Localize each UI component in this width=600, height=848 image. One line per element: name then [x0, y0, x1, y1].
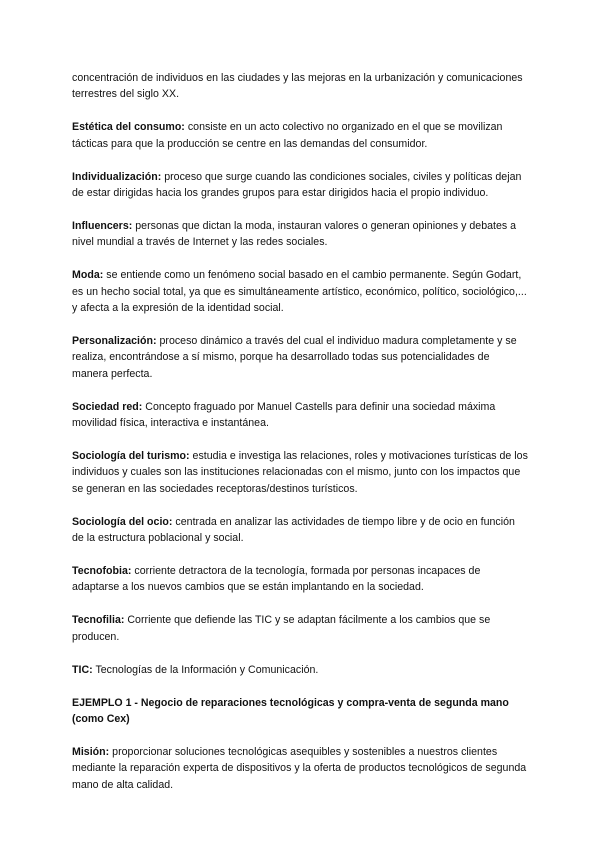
- continuation-paragraph: concentración de individuos en las ciudades y las mejoras en la urbanización y comunicaciones terrestres del siglo XX.: [72, 72, 523, 101]
- entry-definition: estudia e investiga las relaciones, roles y motivaciones turísticas de los individuos y cuales son las instituciones relacionadas con el mismo, junto con los impactos que se generan en las sociedades receptoras/destinos turísticos.: [72, 450, 528, 495]
- entry-definition: proceso dinámico a través del cual el individuo madura completamente y se realiza, encontrándose a sí mismo, porque ha desarrollado todas sus potencialidades de manera perfecta.: [72, 334, 517, 380]
- entry-definition: se entiende como un fenómeno social basado en el cambio permanente. Según Godart, es un hecho social total, ya que es simultáneamente artístico, económico, político, sociológico,... y afecta a la expresión de la identidad social.: [72, 269, 527, 315]
- mission-definition: proporcionar soluciones tecnológicas asequibles y sostenibles a nuestros clientes mediante la reparación experta de dispositivos y la oferta de productos tecnológicos de segunda mano de alta calidad.: [72, 745, 527, 791]
- entry-term: Sociología del turismo:: [72, 450, 190, 462]
- entry-term: Estética del consumo:: [72, 121, 185, 134]
- entry-term: Sociedad red:: [72, 400, 143, 413]
- glossary-entry: [72, 612, 528, 645]
- entry-term: Influencers:: [72, 219, 133, 232]
- entry-term: Individualización:: [72, 170, 162, 183]
- glossary-entry: [72, 563, 528, 596]
- entry-term: Moda:: [72, 269, 104, 282]
- glossary-entry: [72, 119, 528, 152]
- mission-paragraph: [72, 744, 528, 793]
- glossary-entry: [72, 399, 528, 432]
- entry-term: Tecnofobia:: [72, 565, 132, 578]
- entry-term: TIC:: [72, 663, 93, 676]
- entry-definition: Concepto fraguado por Manuel Castells para definir una sociedad máxima movilidad física, interactiva e instantánea.: [72, 400, 496, 430]
- entry-definition: personas que dictan la moda, instauran valores o generan opiniones y debates a nivel mundial a través de Internet y las redes sociales.: [72, 219, 517, 249]
- glossary-entry: [72, 448, 528, 497]
- entry-definition: corriente detractora de la tecnología, formada por personas incapaces de adaptarse a los nuevos cambios que se están implantando en la sociedad.: [72, 565, 481, 594]
- glossary-entry: [72, 333, 528, 382]
- entry-definition: Tecnologías de la Información y Comunicación.: [92, 663, 319, 676]
- entry-definition: consiste en un acto colectivo no organizado en el que se movilizan tácticas para que la producción se centre en las demandas del consumidor.: [72, 121, 503, 150]
- entry-definition: centrada en analizar las actividades de tiempo libre y de ocio en función de la estructura poblacional y social.: [72, 515, 515, 545]
- entry-definition: Corriente que defiende las TIC y se adaptan fácilmente a los cambios que se producen.: [72, 614, 491, 643]
- glossary-entry: [72, 662, 528, 678]
- entry-term: Sociología del ocio:: [72, 515, 173, 528]
- entry-term: Tecnofilia:: [72, 614, 125, 627]
- glossary-entry: [72, 267, 528, 316]
- glossary-entry: [72, 218, 528, 251]
- mission-term: Misión:: [72, 745, 110, 758]
- example-heading: EJEMPLO 1 - Negocio de reparaciones tecnológicas y compra-venta de segunda mano (como Cex): [72, 696, 509, 725]
- entry-definition: proceso que surge cuando las condiciones sociales, civiles y políticas dejan de estar dirigidas hacia los grandes grupos para estar dirigidos hacia el propio individuo.: [72, 170, 522, 200]
- glossary-entry: [72, 514, 528, 547]
- glossary-entry: [72, 169, 528, 202]
- entry-term: Personalización:: [72, 334, 157, 347]
